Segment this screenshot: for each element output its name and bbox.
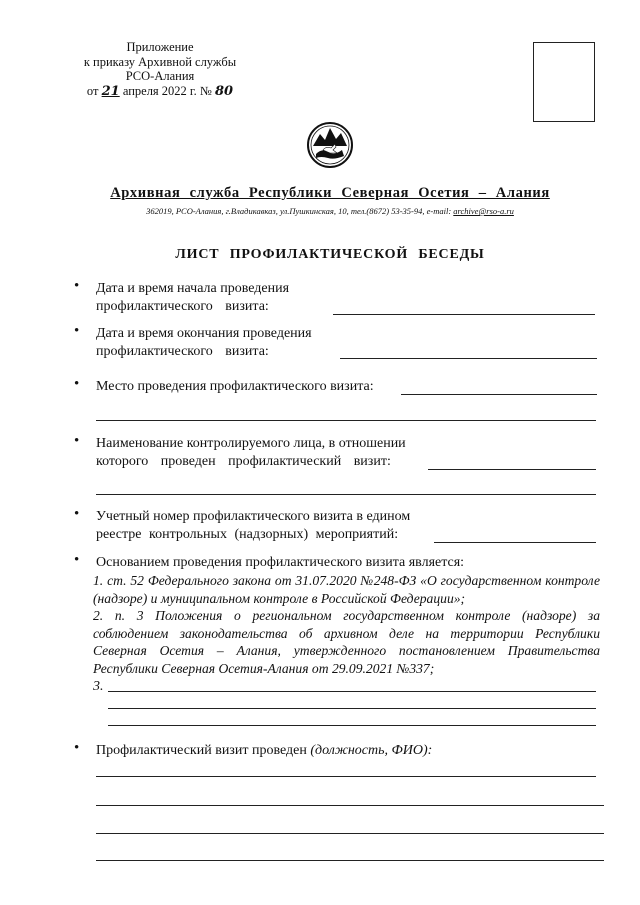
entity-label-line1: Наименование контролируемого лица, в отношении xyxy=(96,436,406,451)
date-day: 21 xyxy=(101,83,120,99)
appendix-date xyxy=(60,84,260,100)
date-middle: апреля 2022 г. № xyxy=(122,83,212,98)
conducted-by-field-line1[interactable] xyxy=(96,776,596,777)
regnum-label-line1: Учетный номер профилактического визита в едином xyxy=(96,509,411,524)
basis-item-1 xyxy=(93,572,600,607)
start-datetime-field[interactable] xyxy=(333,314,595,315)
basis-item-text: п. 3 Положения о региональном государственном контроле (надзоре) за соблюдением законодательства об архивном деле на территории Республики Северная Осетия – Алания, утвержденного постановлением Правительства Республики Северная Осетия-Алания от 29.09.2021 №337; xyxy=(93,608,600,676)
end-datetime-field[interactable] xyxy=(340,358,597,359)
basis-item-3-field-line2[interactable] xyxy=(108,708,596,709)
conducted-by-field-line2[interactable] xyxy=(96,805,604,806)
place-label: Место проведения профилактического визита: xyxy=(96,379,374,394)
start-label-line1: Дата и время начала проведения xyxy=(96,281,290,296)
address-text: 362019, РСО-Алания, г.Владикавказ, ул.Пушкинская, 10, тел.(8672) 53-35-94, e-mail: xyxy=(146,206,452,216)
bullet-icon: • xyxy=(74,506,80,522)
entity-field[interactable] xyxy=(428,469,596,470)
conducted-by-field-line4[interactable] xyxy=(96,860,604,861)
start-label-line2: профилактического визита: xyxy=(96,299,269,314)
email-link[interactable]: archive@rso-a.ru xyxy=(453,206,514,216)
document-title: ЛИСТ ПРОФИЛАКТИЧЕСКОЙ БЕСЕДЫ xyxy=(175,247,485,262)
bullet-icon: • xyxy=(74,323,80,339)
place-field-continued[interactable] xyxy=(96,420,596,421)
appendix-line2: к приказу Архивной службы xyxy=(83,54,237,69)
bullet-icon: • xyxy=(74,433,80,449)
bullet-icon: • xyxy=(74,740,80,756)
end-label-line1: Дата и время окончания проведения xyxy=(96,326,312,341)
basis-item-text: ст. 52 Федерального закона от 31.07.2020 №248-ФЗ «О государственном контроле (надзоре) и муниципальном контроле в Российской Федерации»; xyxy=(93,573,600,606)
regnum-label-line2: реестре контрольных (надзорных) мероприятий: xyxy=(96,527,399,542)
order-number: 80 xyxy=(214,83,234,99)
conducted-by-label xyxy=(96,742,432,760)
basis-item-number: 1. xyxy=(93,573,104,588)
basis-item-3-field[interactable] xyxy=(108,691,596,692)
conducted-by-hint: (должность, ФИО): xyxy=(310,743,433,758)
appendix-line3: РСО-Алания xyxy=(125,69,195,83)
basis-heading: Основанием проведения профилактического визита является: xyxy=(96,555,465,570)
end-label-line2: профилактического визита: xyxy=(96,344,269,359)
basis-item-3-field-line3[interactable] xyxy=(108,725,596,726)
appendix-block xyxy=(60,40,260,99)
basis-item-2 xyxy=(93,607,600,677)
basis-item-number: 2. xyxy=(93,608,104,623)
regnum-field[interactable] xyxy=(434,542,596,543)
place-field[interactable] xyxy=(401,394,597,395)
bullet-icon: • xyxy=(74,552,80,568)
conducted-by-text: Профилактический визит проведен xyxy=(96,743,307,758)
emblem-icon xyxy=(306,120,354,170)
photo-box xyxy=(533,42,595,122)
bullet-icon: • xyxy=(74,278,80,294)
bullet-icon: • xyxy=(74,376,80,392)
organization-address xyxy=(60,206,600,216)
entity-field-continued[interactable] xyxy=(96,494,596,495)
entity-label-line2: которого проведен профилактический визит: xyxy=(96,454,391,469)
appendix-line1: Приложение xyxy=(126,40,194,54)
basis-item-3-number: 3. xyxy=(93,679,104,694)
conducted-by-field-line3[interactable] xyxy=(96,833,604,834)
date-prefix: от xyxy=(86,83,99,98)
organization-name: Архивная служба Республики Северная Осетия – Алания xyxy=(110,185,550,201)
